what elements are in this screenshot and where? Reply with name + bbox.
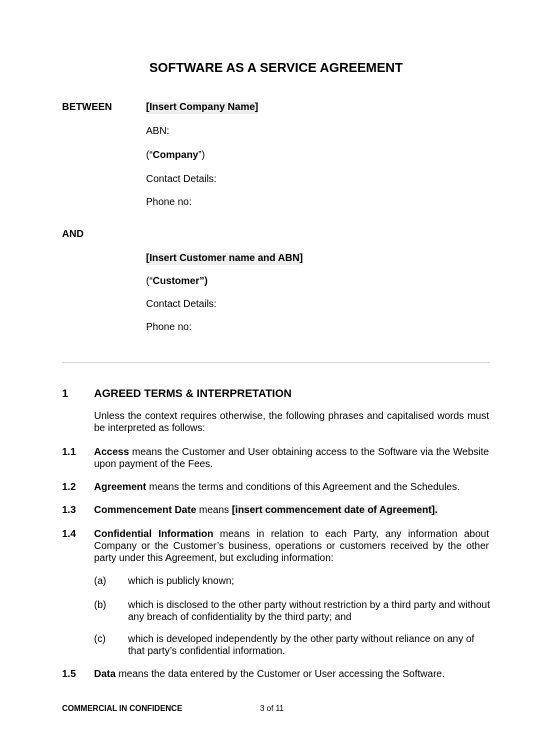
clause-agreement (94, 482, 489, 494)
section-heading: AGREED TERMS & INTERPRETATION (94, 388, 292, 400)
footer-confidentiality: COMMERCIAL IN CONFIDENCE (62, 704, 183, 713)
company-definition (146, 150, 205, 162)
subitem-label: (a) (94, 576, 107, 587)
customer-name-placeholder: [Insert Customer name and ABN] (146, 253, 303, 264)
defined-term-company: Company (152, 150, 199, 161)
customer-contact: Contact Details: (146, 299, 217, 310)
clause-text: means the Customer and User obtaining access to the Software via the Website upon payment of the Fees. (94, 447, 489, 470)
clause-text: means the data entered by the Customer or User accessing the Software. (115, 669, 445, 680)
quote-close: ”) (198, 150, 205, 161)
defined-term: Commencement Date (94, 505, 197, 516)
customer-phone: Phone no: (146, 322, 192, 333)
clause-access (94, 447, 489, 471)
clause-commencement-date (94, 505, 489, 517)
customer-definition (146, 276, 208, 288)
subitem-text: which is disclosed to the other party without restriction by a third party and without any breach of confidentiality by the third party; and (128, 600, 490, 623)
clause-confidential-information (94, 529, 489, 565)
section-number: 1 (62, 388, 69, 400)
company-name-placeholder: [Insert Company Name] (146, 102, 259, 113)
clause-text: means (196, 505, 232, 516)
between-label: BETWEEN (62, 102, 112, 113)
subitem-text: which is publicly known; (128, 576, 235, 587)
defined-term: Data (94, 669, 116, 680)
clause-number: 1.4 (62, 529, 76, 540)
subitem-label: (b) (94, 600, 107, 611)
section-intro: Unless the context requires otherwise, the following phrases and capitalised words must be interpreted as follows: (94, 411, 489, 434)
and-label: AND (62, 229, 84, 240)
clause-number: 1.1 (62, 447, 76, 458)
quote-open: (“ (146, 276, 153, 287)
clause-data (94, 669, 489, 681)
horizontal-divider (62, 362, 490, 363)
company-phone: Phone no: (146, 197, 192, 208)
page-number: 3 of 11 (260, 704, 284, 713)
company-contact: Contact Details: (146, 174, 217, 185)
defined-term-customer: Customer”) (152, 276, 208, 287)
clause-number: 1.2 (62, 482, 76, 493)
subitem-label: (c) (94, 634, 106, 645)
subitem-text: which is developed independently by the other party without reliance on any of that party’s confidential information. (128, 634, 475, 657)
clause-number: 1.3 (62, 505, 76, 516)
defined-term: Agreement (94, 482, 147, 493)
defined-term: Confidential Information (94, 529, 214, 540)
clause-number: 1.5 (62, 669, 76, 680)
commencement-date-placeholder: [insert commencement date of Agreement]. (231, 505, 438, 516)
document-title: SOFTWARE AS A SERVICE AGREEMENT (149, 60, 403, 75)
clause-text: means the terms and conditions of this Agreement and the Schedules. (146, 482, 460, 493)
company-abn: ABN: (146, 126, 170, 137)
defined-term: Access (94, 447, 130, 458)
clause-text: means in relation to each Party, any information about Company or the Customer’s business, operations or customers received by the other party under this Agreement, but excluding information: (94, 529, 490, 564)
quote-open: (“ (146, 150, 153, 161)
